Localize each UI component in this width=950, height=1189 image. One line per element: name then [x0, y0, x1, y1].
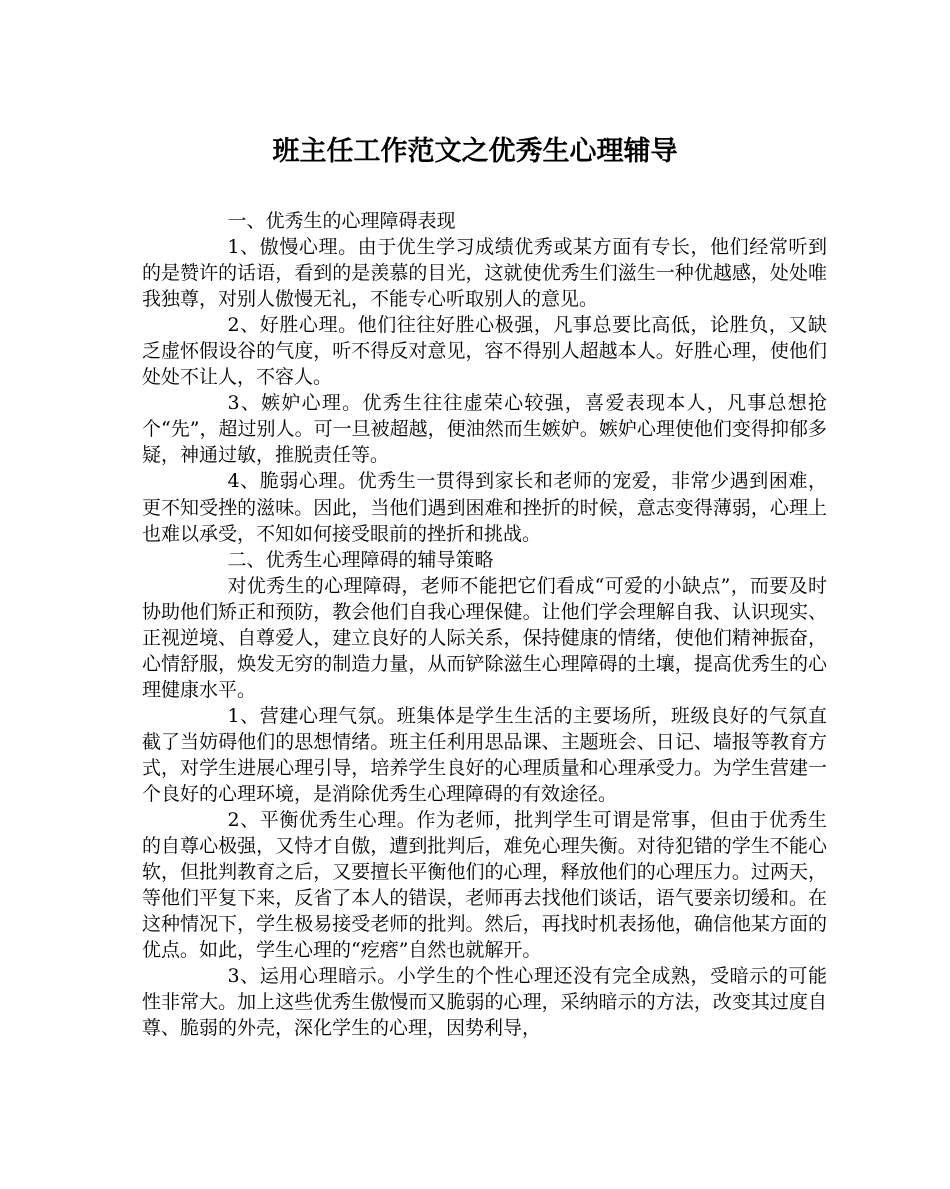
section-heading: 一、优秀生的心理障碍表现: [227, 210, 456, 232]
body-paragraph: 1、营建心理气氛。班集体是学生生活的主要场所，班级良好的气氛直截了当妨碍他们的思想情绪。班主任利用思品课、主题班会、日记、墙报等教育方式，对学生进展心理引导，培养学生良好的心理质量和心理承受力。为学生营建一个良好的心理环境，是消除优秀生心理障碍的有效途径。: [142, 704, 827, 806]
body-paragraph: 2、平衡优秀生心理。作为老师，批判学生可谓是常事，但由于优秀生的自尊心极强，又恃才自傲，遭到批判后，难免心理失衡。对待犯错的学生不能心软，但批判教育之后，又要擅长平衡他们的心理，释放他们的心理压力。过两天，等他们平复下来，反省了本人的错误，老师再去找他们谈话，语气要亲切缓和。在这种情况下，学生极易接受老师的批判。然后，再找时机表扬他，确信他某方面的优点。如此，学生心理的“疙瘩”自然也就解开。: [142, 809, 827, 962]
body-paragraph: 1、傲慢心理。由于优生学习成绩优秀或某方面有专长，他们经常听到的是赞许的话语，看到的是羡慕的目光，这就使优秀生们滋生一种优越感，处处唯我独尊，对别人傲慢无礼，不能专心听取别人的意见。: [142, 236, 827, 311]
body-paragraph: 3、运用心理暗示。小学生的个性心理还没有完全成熟，受暗示的可能性非常大。加上这些优秀生傲慢而又脆弱的心理，采纳暗示的方法，改变其过度自尊、脆弱的外壳，深化学生的心理，因势利导，: [142, 965, 827, 1040]
body-paragraph: 4、脆弱心理。优秀生一贯得到家长和老师的宠爱，非常少遇到困难，更不知受挫的滋味。因此，当他们遇到困难和挫折的时候，意志变得薄弱，心理上也难以承受，不知如何接受眼前的挫折和挑战。: [142, 470, 827, 545]
body-paragraph: 3、嫉妒心理。优秀生往往虚荣心较强，喜爱表现本人，凡事总想抢个“先”，超过别人。可一旦被超越，便油然而生嫉妒。嫉妒心理使他们变得抑郁多疑，神通过敏，推脱责任等。: [142, 392, 827, 467]
section-heading: 二、优秀生心理障碍的辅导策略: [227, 548, 494, 571]
document-title: 班主任工作范文之优秀生心理辅导: [272, 136, 678, 167]
document-body: [142, 208, 827, 1042]
body-paragraph: 2、好胜心理。他们往往好胜心极强，凡事总要比高低，论胜负，又缺乏虚怀假设谷的气度，听不得反对意见，容不得别人超越本人。好胜心理，使他们处处不让人，不容人。: [142, 314, 827, 389]
body-paragraph: 对优秀生的心理障碍，老师不能把它们看成“可爱的小缺点”，而要及时协助他们矫正和预防，教会他们自我心理保健。让他们学会理解自我、认识现实、正视逆境、自尊爱人，建立良好的人际关系，保持健康的情绪，使他们精神振奋，心情舒服，焕发无穷的制造力量，从而铲除滋生心理障碍的土壤，提高优秀生的心理健康水平。: [142, 574, 827, 701]
